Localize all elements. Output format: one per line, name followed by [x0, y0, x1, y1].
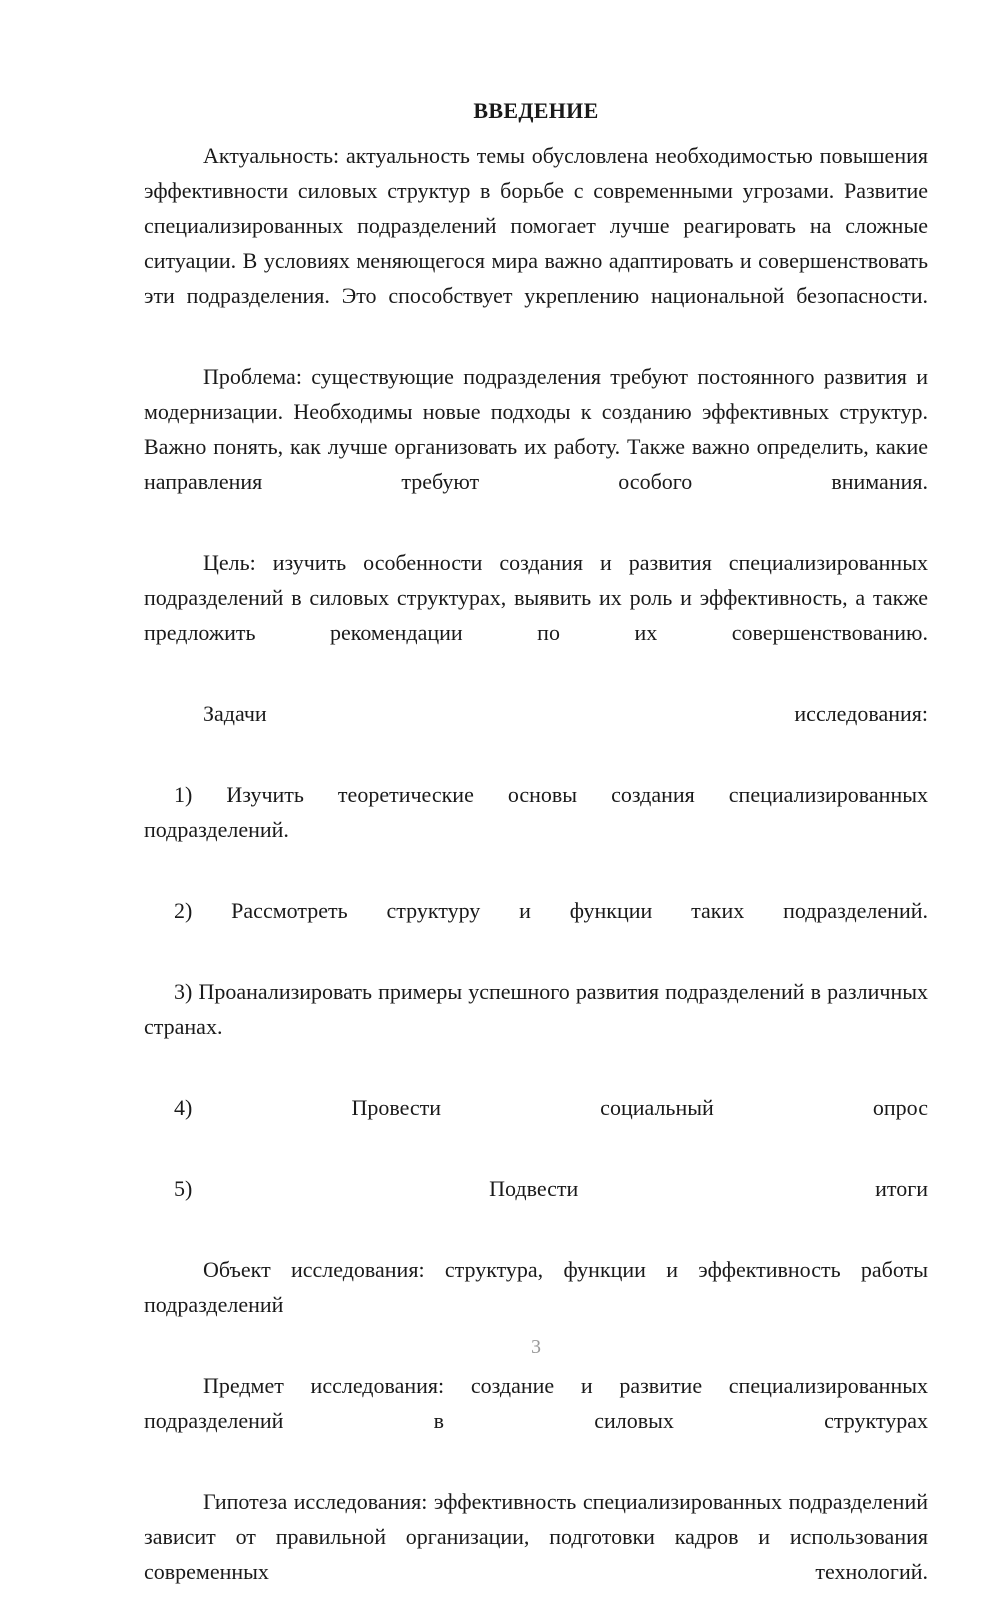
paragraph-problem: Проблема: существующие подразделения требуют постоянного развития и модернизации. Необходимы новые подходы к созданию эффективных структур. Важно понять, как лучше организовать их работу. Также важно определить, какие направления требуют особого внимания. — [144, 364, 928, 494]
page-number: 3 — [531, 1336, 541, 1358]
task-item-5: 5) Подвести итоги — [174, 1176, 928, 1201]
page-body — [144, 94, 928, 1624]
paragraph-hypothesis: Гипотеза исследования: эффективность специализированных подразделений зависит от правильной организации, подготовки кадров и использования современных технологий. — [144, 1489, 928, 1584]
paragraph-relevance: Актуальность: актуальность темы обусловлена необходимостью повышения эффективности силовых структур в борьбе с современными угрозами. Развитие специализированных подразделений помогает лучше реагировать на сложные ситуации. В условиях меняющегося мира важно адаптировать и совершенствовать эти подразделения. Это способствует укреплению национальной безопасности. — [144, 143, 928, 308]
task-item-3: 3) Проанализировать примеры успешного развития подразделений в различных странах. — [144, 979, 928, 1039]
task-item-4: 4) Провести социальный опрос — [174, 1095, 928, 1120]
task-item-2: 2) Рассмотреть структуру и функции таких подразделений. — [174, 898, 928, 923]
paragraph-subject: Предмет исследования: создание и развитие специализированных подразделений в силовых структурах — [144, 1373, 928, 1433]
paragraph-goal: Цель: изучить особенности создания и развития специализированных подразделений в силовых структурах, выявить их роль и эффективность, а также предложить рекомендации по их совершенствованию. — [144, 550, 928, 645]
section-heading: ВВЕДЕНИЕ — [473, 98, 599, 123]
task-item-1: 1) Изучить теоретические основы создания специализированных подразделений. — [144, 782, 928, 842]
paragraph-object: Объект исследования: структура, функции и эффективность работы подразделений — [144, 1257, 928, 1317]
tasks-title: Задачи исследования: — [203, 701, 928, 726]
